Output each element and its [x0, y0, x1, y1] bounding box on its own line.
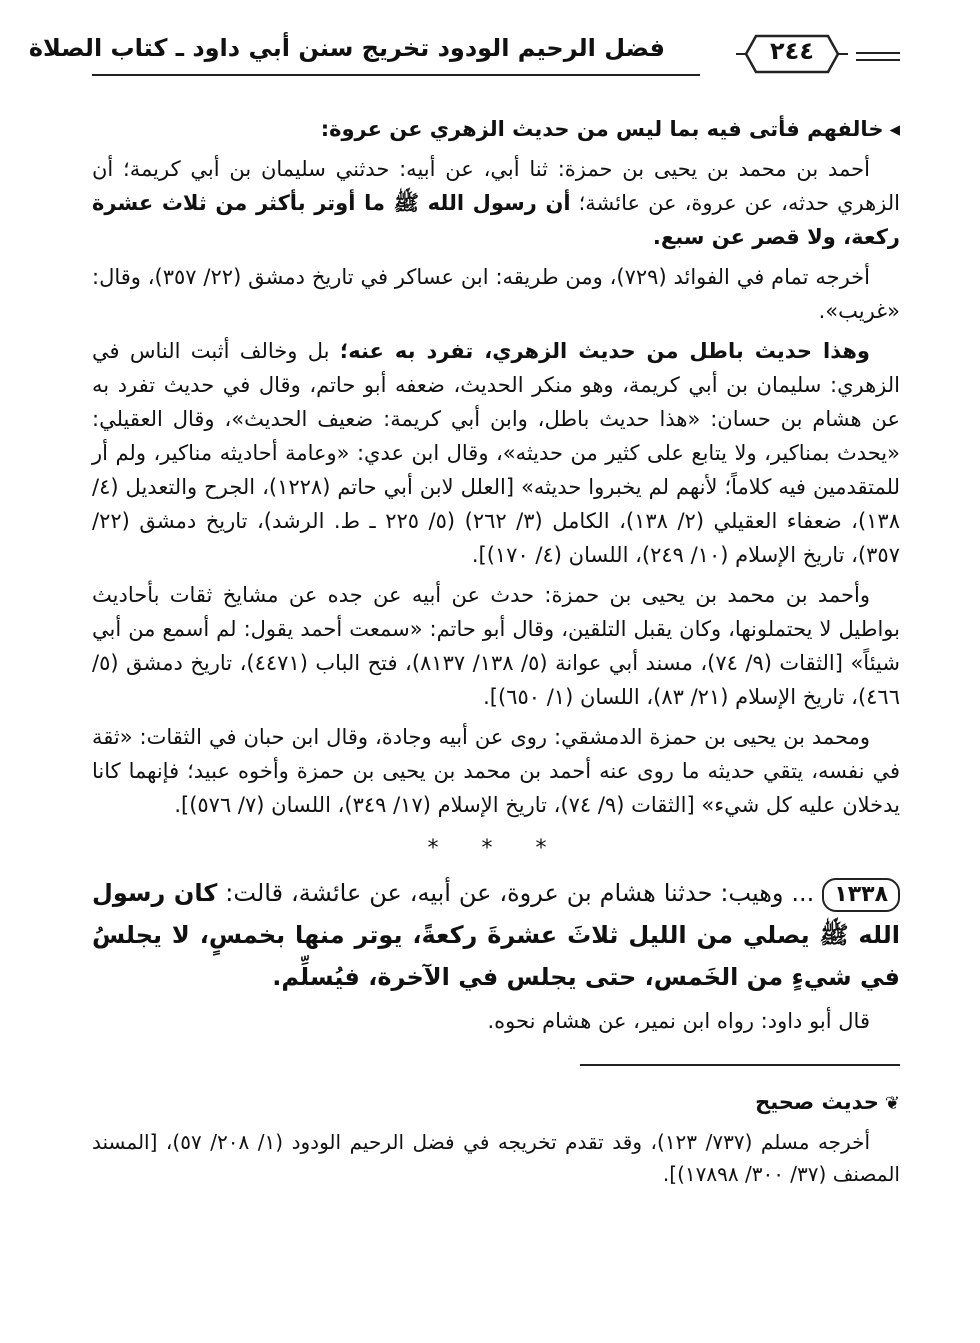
abu-dawud-note: قال أبو داود: رواه ابن نمير، عن هشام نحوه. [487, 1009, 870, 1033]
paragraph-ruling [92, 334, 900, 572]
page-number-badge [732, 30, 852, 78]
bullet-icon: ◂ [889, 117, 900, 141]
page-header [28, 28, 900, 92]
page-number: ٢٤٤ [770, 37, 814, 65]
paragraph-narrator-ahmad: وأحمد بن محمد بن يحيى بن حمزة: حدث عن أبيه عن جده عن مشايخ ثقات بأحاديث بواطيل لا يحتملونها، وكان يقبل التلقين، وقال أبو حاتم: «سمعت أحمد يقول: لم أسمع من أبي شيئاً» [الثقات (٩/ ٧٤)، مسند أبي عوانة (٥/ ١٣٨/ ٨١٣٧)، فتح الباب (٤٤٧١)، تاريخ دمشق (٥/ ٤٦٦)، تاريخ الإسلام (٢١/ ٨٣)، اللسان (١/ ٦٥٠)]. [92, 583, 900, 709]
hadith-block [92, 872, 900, 998]
hukm-text: حديث صحيح [755, 1090, 879, 1114]
isnad-text: أحمد بن محمد بن يحيى بن حمزة: ثنا أبي، عن أبيه: حدثني سليمان بن أبي كريمة؛ أن الزهري حدثه، عن عروة، عن عائشة؛ [92, 157, 900, 215]
hadith-matn: كان رسول الله ﷺ يصلي من الليل ثلاثَ عشرةَ ركعةً، يوتر منها بخمسٍ، لا يجلسُ في شيءٍ من الخَمس، حتى يجلس في الآخرة، فيُسلِّم. [92, 879, 900, 991]
section-heading [92, 112, 900, 146]
section-heading-text: خالفهم فأتى فيه بما ليس من حديث الزهري عن عروة: [320, 117, 884, 141]
hadith-number: ١٣٣٨ [822, 878, 900, 912]
isnad-matn: أن رسول الله ﷺ ما أوتر بأكثر من ثلاث عشرة ركعة، ولا قصر عن سبع. [92, 191, 900, 249]
footnote-text: أخرجه مسلم (٧٣٧/ ١٢٣)، وقد تقدم تخريجه في فضل الرحيم الودود (١/ ٢٠٨/ ٥٧)، [المسند المصنف (٣٧/ ٣٠٠/ ١٧٨٩٨)]. [92, 1130, 900, 1186]
section-separator: * * * [427, 836, 565, 861]
hukm-heading [92, 1086, 900, 1120]
header-double-dash-bottom [856, 59, 900, 61]
page-body [92, 112, 900, 1196]
paragraph-takhrij: أخرجه تمام في الفوائد (٧٢٩)، ومن طريقه: ابن عساكر في تاريخ دمشق (٢٢/ ٣٥٧)، وقال: «غريب». [92, 265, 900, 323]
leaf-icon: ❦ [884, 1093, 900, 1114]
hadith-intro: ... وهيب: حدثنا هشام بن عروة، عن أبيه، عن عائشة، قالت: [217, 879, 815, 907]
running-title: فضل الرحيم الودود تخريج سنن أبي داود ـ كتاب الصلاة [28, 34, 665, 62]
paragraph-isnad [92, 152, 900, 254]
header-double-dash-top [856, 52, 900, 54]
header-rule [92, 74, 700, 76]
footnote [92, 1086, 900, 1190]
footnote-rule [580, 1064, 900, 1066]
ruling-text: بل وخالف أثبت الناس في الزهري: سليمان بن أبي كريمة، وهو منكر الحديث، ضعفه أبو حاتم، وقال في حديث تفرد به عن هشام بن حسان: «هذا حديث باطل، وابن أبي كريمة: ضعيف الحديث»، وقال العقيلي: «يحدث بمناكير، ولا يتابع على كثير من حديثه»، وقال ابن عدي: «وعامة أحاديثه مناكير، ولم أر للمتقدمين فيه كلاماً؛ لأنهم لم يخبروا حديثه» [العلل لابن أبي حاتم (١٢٢٨)، الجرح والتعديل (٤/ ١٣٨)، ضعفاء العقيلي (٢/ ١٣٨)، الكامل (٣/ ٢٦٢) (٥/ ٢٢٥ ـ ط. الرشد)، تاريخ دمشق (٢٢/ ٣٥٧)، تاريخ الإسلام (١٠/ ٢٤٩)، اللسان (٤/ ١٧٠)]. [92, 339, 900, 567]
paragraph-narrator-muhammad: ومحمد بن يحيى بن حمزة الدمشقي: روى عن أبيه وجادة، وقال ابن حبان في الثقات: «ثقة في نفسه، يتقي حديثه ما روى عنه أحمد بن محمد بن يحيى بن حمزة وأخوه عبيد؛ فإنهما كانا يدخلان عليه كل شيء» [الثقات (٩/ ٧٤)، تاريخ الإسلام (١٧/ ٣٤٩)، اللسان (٧/ ٥٧٦)]. [92, 725, 900, 817]
ruling-bold: وهذا حديث باطل من حديث الزهري، تفرد به عنه؛ [339, 339, 870, 363]
